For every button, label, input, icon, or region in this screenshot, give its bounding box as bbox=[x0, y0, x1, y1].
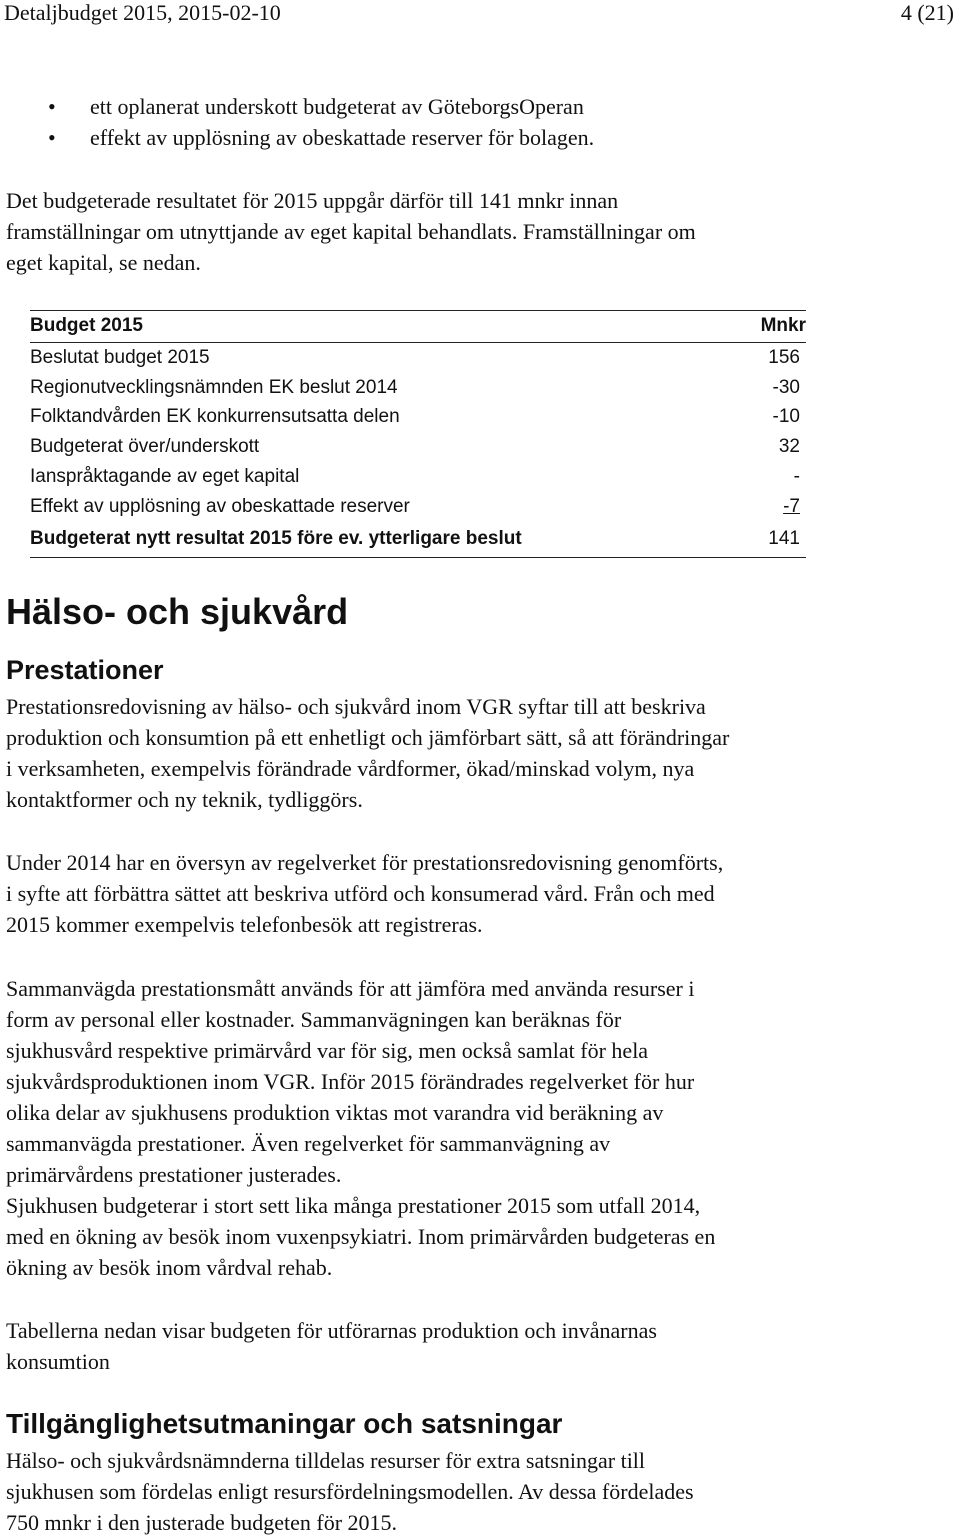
row-value: -7 bbox=[783, 496, 800, 517]
row-value: 32 bbox=[778, 436, 800, 457]
row-label: Budgeterat över/underskott bbox=[30, 436, 260, 457]
row-label: Folktandvården EK konkurrensutsatta delen bbox=[30, 406, 400, 427]
list-item-text: effekt av upplösning av obeskattade reserver för bolagen. bbox=[90, 125, 595, 150]
table-header-unit: Mnkr bbox=[760, 315, 806, 336]
paragraph bbox=[6, 691, 946, 815]
table-header-label: Budget 2015 bbox=[30, 315, 143, 336]
text-line: med en ökning av besök inom vuxenpsykiatri. Inom primärvården budgeteras en bbox=[6, 1224, 716, 1249]
text-line: primärvårdens prestationer justerades. bbox=[6, 1162, 342, 1187]
bullet-icon: • bbox=[48, 94, 56, 119]
text-line: sjukvårdsproduktionen inom VGR. Inför 2015 förändrades regelverket för hur bbox=[6, 1069, 695, 1094]
text-line: Tabellerna nedan visar budgeten för utförarnas produktion och invånarnas bbox=[6, 1318, 657, 1343]
row-label: Ianspråktagande av eget kapital bbox=[30, 466, 300, 487]
table-row bbox=[30, 462, 806, 492]
table-total-row bbox=[30, 524, 806, 554]
row-label: Regionutvecklingsnämnden EK beslut 2014 bbox=[30, 377, 398, 398]
paragraph bbox=[6, 1315, 946, 1377]
paragraph bbox=[6, 973, 946, 1283]
table-row bbox=[30, 373, 806, 403]
intro-paragraph bbox=[6, 185, 946, 278]
total-value: 141 bbox=[768, 528, 800, 549]
text-line: framställningar om utnyttjande av eget kapital behandlats. Framställningar om bbox=[6, 219, 696, 244]
table-bottom-rule bbox=[30, 557, 806, 558]
row-value: -30 bbox=[772, 377, 800, 398]
paragraph bbox=[6, 847, 946, 940]
list-item-text: ett oplanerat underskott budgeterat av GöteborgsOperan bbox=[90, 94, 584, 119]
text-line: i syfte att förbättra sättet att beskriva utförd och konsumerad vård. Från och med bbox=[6, 881, 715, 906]
text-line: Under 2014 har en översyn av regelverket för prestationsredovisning genomförts, bbox=[6, 850, 724, 875]
text-line: sjukhusen som fördelas enligt resursfördelningsmodellen. Av dessa fördelades bbox=[6, 1479, 694, 1504]
subsection-title-2: Tillgänglighetsutmaningar och satsningar bbox=[6, 1408, 563, 1439]
text-line: form av personal eller kostnader. Sammanvägningen kan beräknas för bbox=[6, 1007, 622, 1032]
text-line: Hälso- och sjukvårdsnämnderna tilldelas resurser för extra satsningar till bbox=[6, 1448, 646, 1473]
text-line: konsumtion bbox=[6, 1349, 110, 1374]
total-label: Budgeterat nytt resultat 2015 före ev. ytterligare beslut bbox=[30, 528, 522, 549]
table-row bbox=[30, 432, 806, 462]
bullet-list bbox=[0, 91, 594, 153]
text-line: Det budgeterade resultatet för 2015 uppgår därför till 141 mnkr innan bbox=[6, 188, 619, 213]
text-line: produktion och konsumtion på ett enhetligt och jämförbart sätt, så att förändringar bbox=[6, 725, 730, 750]
row-label: Beslutat budget 2015 bbox=[30, 347, 210, 368]
document-header-title: Detaljbudget 2015, 2015-02-10 bbox=[4, 0, 281, 25]
row-value: 156 bbox=[768, 347, 800, 368]
text-line: Sammanvägda prestationsmått används för att jämföra med använda resurser i bbox=[6, 976, 695, 1001]
table-row bbox=[30, 343, 806, 373]
text-line: Sjukhusen budgeterar i stort sett lika många prestationer 2015 som utfall 2014, bbox=[6, 1193, 701, 1218]
table-header-row bbox=[30, 311, 806, 341]
table-row bbox=[30, 492, 806, 522]
paragraph bbox=[6, 1445, 946, 1538]
text-line: ökning av besök inom vårdval rehab. bbox=[6, 1255, 333, 1280]
text-line: i verksamheten, exempelvis förändrade vårdformer, ökad/minskad volym, nya bbox=[6, 756, 695, 781]
row-value: - bbox=[793, 466, 800, 487]
list-item bbox=[0, 122, 594, 153]
page-number: 4 (21) bbox=[900, 0, 954, 25]
text-line: sammanvägda prestationer. Även regelverket för sammanvägning av bbox=[6, 1131, 611, 1156]
text-line: 750 mnkr i den justerade budgeten för 2015. bbox=[6, 1510, 398, 1535]
text-line: eget kapital, se nedan. bbox=[6, 250, 201, 275]
section-title: Hälso- och sjukvård bbox=[6, 591, 349, 632]
table-row bbox=[30, 402, 806, 432]
row-value: -10 bbox=[772, 406, 800, 427]
text-line: 2015 kommer exempelvis telefonbesök att registreras. bbox=[6, 912, 483, 937]
text-line: Prestationsredovisning av hälso- och sjukvård inom VGR syftar till att beskriva bbox=[6, 694, 706, 719]
text-line: sjukhusvård respektive primärvård var för sig, men också samlat för hela bbox=[6, 1038, 649, 1063]
bullet-icon: • bbox=[48, 125, 56, 150]
text-line: olika delar av sjukhusens produktion viktas mot varandra vid beräkning av bbox=[6, 1100, 664, 1125]
subsection-title: Prestationer bbox=[6, 655, 164, 685]
list-item bbox=[0, 91, 594, 122]
row-label: Effekt av upplösning av obeskattade reserver bbox=[30, 496, 410, 517]
text-line: kontaktformer och ny teknik, tydliggörs. bbox=[6, 787, 363, 812]
